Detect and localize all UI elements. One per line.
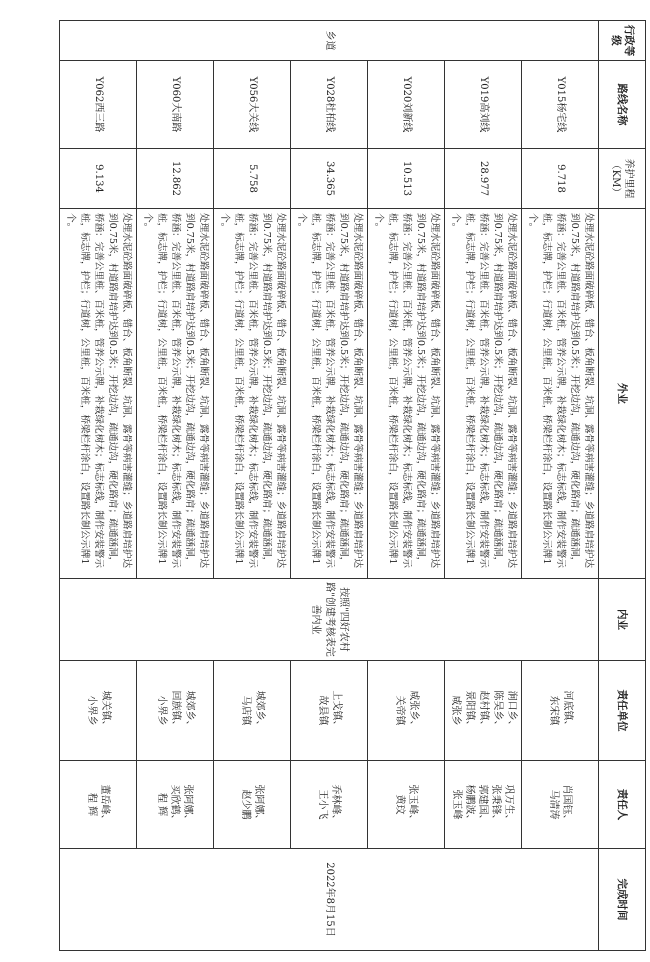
table-row: [214, 21, 291, 951]
mileage: 28.977: [445, 149, 522, 209]
person: 张玉峰、 黄玟: [368, 761, 445, 849]
unit: 城关镇、 小界乡: [60, 661, 137, 761]
person: 董岳峰、 程 辉: [60, 761, 137, 849]
mileage: 9.134: [60, 149, 137, 209]
level-cell: 乡道: [60, 21, 599, 61]
table-row: [60, 21, 137, 951]
unit: 城郊乡、 回族镇、 小界乡: [137, 661, 214, 761]
header-inner-work: 内业: [599, 579, 646, 661]
mileage: 9.718: [522, 149, 599, 209]
person: 张阿娜、 赵少鹏: [214, 761, 291, 849]
route-name: Y028杜柏线: [291, 61, 368, 149]
outer-work-text: 处理水泥砼路面破碎板、错台、板角断裂、坑洞、露骨等病害灌缝；乡道路肩培护达到0.75米，村道路肩培护达到0.5米；开挖边沟，疏通边沟，硬化路肩；疏通涵洞，桥涵：完善公里桩、百米桩，管养公示牌，补栽绿化树木；标志标线，制作安装警示桩，标志牌，护栏；行道树，公里桩，百米桩，桥梁栏杆涂白，设置路长制公示牌1个。: [522, 209, 599, 579]
deadline-cell: 2022年8月15日: [60, 849, 599, 951]
mileage: 34.365: [291, 149, 368, 209]
outer-work-text: 处理水泥砼路面破碎板、错台、板角断裂、坑洞、露骨等病害灌缝；乡道路肩培护达到0.75米，村道路肩培护达到0.5米；开挖边沟，疏通边沟，硬化路肩；疏通涵洞，桥涵：完善公里桩、百米桩，管养公示牌，补栽绿化树木；标志标线，制作安装警示桩，标志牌，护栏；行道树，公里桩，百米桩，桥梁栏杆涂白，设置路长制公示牌1个。: [445, 209, 522, 579]
outer-work-text: 处理水泥砼路面破碎板、错台、板角断裂、坑洞、露骨等病害灌缝；乡道路肩培护达到0.75米，村道路肩培护达到0.5米；开挖边沟，疏通边沟，硬化路肩；疏通涵洞，桥涵：完善公里桩、百米桩，管养公示牌，补栽绿化树木；标志标线，制作安装警示桩，标志牌，护栏；行道树，公里桩，百米桩，桥梁栏杆涂白，设置路长制公示牌1个。: [60, 209, 137, 579]
table-row: [522, 21, 599, 951]
route-name: Y056大关线: [214, 61, 291, 149]
mileage: 12.862: [137, 149, 214, 209]
route-name: Y020刘新线: [368, 61, 445, 149]
header-route-name: 路线名称: [599, 61, 646, 149]
table-row: [137, 21, 214, 951]
header-row: [599, 21, 646, 951]
table-row: [368, 21, 445, 951]
unit: 河底镇、 东宋镇: [522, 661, 599, 761]
outer-work-text: 处理水泥砼路面破碎板、错台、板角断裂、坑洞、露骨等病害灌缝；乡道路肩培护达到0.75米，村道路肩培护达到0.5米；开挖边沟，疏通边沟，硬化路肩；疏通涵洞，桥涵：完善公里桩、百米桩，管养公示牌，补栽绿化树木；标志标线，制作安装警示桩，标志牌，护栏；行道树，公里桩，百米桩，桥梁栏杆涂白，设置路长制公示牌1个。: [368, 209, 445, 579]
unit: 上戈镇、 故县镇: [291, 661, 368, 761]
mileage: 10.513: [368, 149, 445, 209]
person: 乔林峰、 王小飞: [291, 761, 368, 849]
header-unit: 责任单位: [599, 661, 646, 761]
table-row: [445, 21, 522, 951]
outer-work-text: 处理水泥砼路面破碎板、错台、板角断裂、坑洞、露骨等病害灌缝；乡道路肩培护达到0.75米，村道路肩培护达到0.5米；开挖边沟，疏通边沟，硬化路肩；疏通涵洞，桥涵：完善公里桩、百米桩，管养公示牌，补栽绿化树木；标志标线，制作安装警示桩，标志牌，护栏；行道树，公里桩，百米桩，桥梁栏杆涂白，设置路长制公示牌1个。: [214, 209, 291, 579]
header-deadline: 完成时间: [599, 849, 646, 951]
route-name: Y019高刘线: [445, 61, 522, 149]
person: 张阿娜、 买欣鹤、 程 辉: [137, 761, 214, 849]
inner-work-cell: 按照"四好农村路"创建考核表完善内业: [60, 579, 599, 661]
outer-work-text: 处理水泥砼路面破碎板、错台、板角断裂、坑洞、露骨等病害灌缝；乡道路肩培护达到0.75米，村道路肩培护达到0.5米；开挖边沟，疏通边沟，硬化路肩；疏通涵洞，桥涵：完善公里桩、百米桩，管养公示牌，补栽绿化树木；标志标线，制作安装警示桩，标志牌，护栏；行道树，公里桩，百米桩，桥梁栏杆涂白，设置路长制公示牌1个。: [137, 209, 214, 579]
table-row: [291, 21, 368, 951]
route-name: Y060大南路: [137, 61, 214, 149]
route-name: Y015杨宅线: [522, 61, 599, 149]
outer-work-text: 处理水泥砼路面破碎板、错台、板角断裂、坑洞、露骨等病害灌缝；乡道路肩培护达到0.75米，村道路肩培护达到0.5米；开挖边沟，疏通边沟，硬化路肩；疏通涵洞，桥涵：完善公里桩、百米桩，管养公示牌，补栽绿化树木；标志标线，制作安装警示桩，标志牌，护栏；行道树，公里桩，百米桩，桥梁栏杆涂白，设置路长制公示牌1个。: [291, 209, 368, 579]
unit: 城郊乡、 马店镇: [214, 661, 291, 761]
route-name: Y062西三路: [60, 61, 137, 149]
mileage: 5.758: [214, 149, 291, 209]
unit: 咸张乡、 关帝镇: [368, 661, 445, 761]
unit: 涧口乡、 陈吴乡、 赵村镇、 景阳镇、 咸张乡: [445, 661, 522, 761]
header-level: 行政等级: [599, 21, 646, 61]
header-person: 责任人: [599, 761, 646, 849]
header-outer-work: 外业: [599, 209, 646, 579]
header-mileage: 养护里程 （KM）: [599, 149, 646, 209]
person: 巩万生、 张秉锋、 郭建国、 杨鹏波、 张玉峰: [445, 761, 522, 849]
person: 肖国钰、 马清涛: [522, 761, 599, 849]
road-maintenance-table: [59, 20, 646, 951]
